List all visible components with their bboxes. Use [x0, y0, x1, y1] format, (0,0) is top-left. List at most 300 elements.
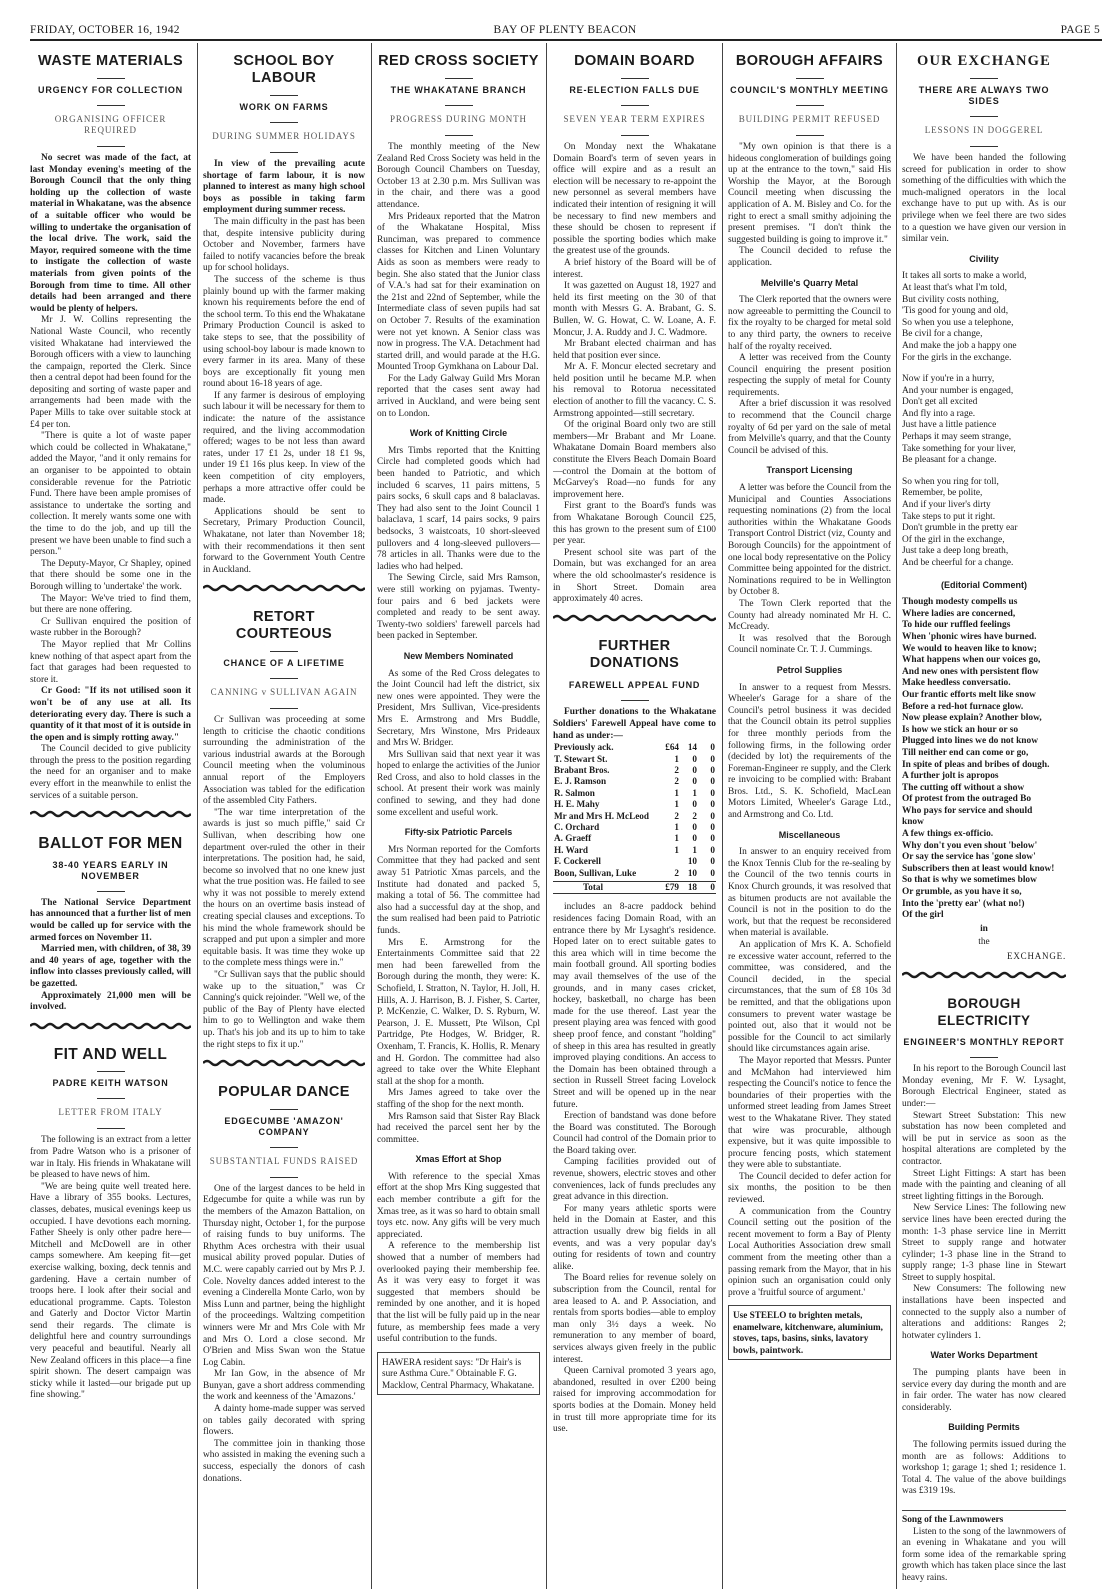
column-rule — [371, 43, 372, 1589]
poem-line: When 'phonic wires have burned. — [902, 631, 1037, 642]
donation-pounds: 1 — [674, 821, 679, 832]
domain-board-headline: DOMAIN BOARD — [574, 53, 695, 69]
donation-pounds: 1 — [674, 753, 679, 764]
borough-affairs-tagline: BUILDING PERMIT REFUSED — [738, 114, 881, 124]
fit-and-well-tagline: LETTER FROM ITALY — [58, 1107, 163, 1118]
domain-board-subhead: RE-ELECTION FALLS DUE — [569, 85, 700, 95]
article-paragraph: Mr J. W. Collins representing the National Waste Council, who recently visited Whakatane had interviewed the Borough officers with a view to launching the campaign, reported the Clerk. Since then a central depot had been found for the depositing and sorting of waste paper and arrangements had been made with the Paper Mills to take over suitable stock at £4 per ton. — [30, 315, 191, 430]
article-paragraph: First grant to the Board's funds was from Whakatane Borough Council £25, this has grown to the present sum of £100 per year. — [553, 501, 716, 547]
article-paragraph: The Council decided to refuse the application. — [728, 246, 891, 268]
poem-line: A further jolt is apropos — [902, 771, 999, 782]
article-quote: Cr Good: "If its not utilised soon it won't be of any use at all. Its deteriorating every day. There is such a quantity of it that most of it is outside in the open and is simply rotting away." — [30, 686, 191, 743]
separator — [445, 78, 473, 79]
article-paragraph: Mrs Prideaux reported that the Matron of the Whakatane Hospital, Miss Runciman, was prepared to commence classes for Kitchen and Linen Voluntary Aids as soon as members were ready to begin. She also stated that the Junior class of V.A.'s had sat for their examination on the 21st and 22nd of September, while the Intermediate class of seven pupils had sat on October 7. Results of the examination were not yet known. A Senior class was now in progress. The V.A. Detachment had started drill, and would parade at the H.G. Mounted Troop Gymkhana on Labour Dal. — [377, 211, 540, 373]
article-paragraph: After a brief discussion it was resolved to recommend that the Council charge royalty of 6d per yard on the sale of metal from Melville's quarry, and that the County Council be advised of this. — [728, 399, 891, 456]
masthead-title: BAY OF PLENTY BEACON — [493, 24, 637, 36]
donation-pence: 0 — [710, 810, 715, 821]
retort-courteous-tagline: CANNING v SULLIVAN AGAIN — [210, 686, 358, 697]
poem-line: And make the job a happy one — [902, 340, 1017, 351]
article-paragraph: A brief history of the Board will be of interest. — [553, 257, 716, 280]
article-paragraph: If any farmer is desirous of employing such labour it will be necessary for them to indicate: the nature of the assistance required, and the living accommodation offered; wages to be not less than award rates, under 17 £1 2s, under 18 £1 9s, under 19 £1 16s plus keep. In view of the keen competition of city employers, perhaps a more attractive offer could be made. — [203, 390, 365, 506]
poem-line: At least that's what I'm told, — [902, 282, 1007, 293]
donation-name: Boon, Sullivan, Luke — [554, 867, 637, 878]
ornamental-divider — [203, 584, 365, 592]
donation-row — [553, 754, 716, 765]
separator — [970, 78, 998, 79]
donation-row — [553, 811, 716, 822]
donation-pounds: 1 — [674, 799, 679, 810]
waste-materials-headline: WASTE MATERIALS — [37, 53, 184, 69]
poem-line: So when you use a telephone, — [902, 317, 1014, 328]
separator — [970, 1057, 998, 1058]
separator — [621, 135, 649, 136]
donation-pence: 0 — [710, 776, 715, 787]
poem-line: To hide our ruffled feelings — [902, 620, 1011, 631]
donation-pounds: 1 — [674, 833, 679, 844]
article-paragraph: Mr A. F. Moncur elected secretary and held position until he became M.P. when his removal to Rotorua necessitated election of another to fill the vacancy. C. S. Armstrong appointed—still secretary. — [553, 362, 716, 419]
separator — [970, 146, 998, 147]
donation-row — [553, 833, 716, 844]
domain-board-tagline: SEVEN YEAR TERM EXPIRES — [563, 114, 706, 124]
donation-pounds — [656, 856, 680, 867]
donations-total-label: Total — [583, 882, 604, 892]
donation-pounds: 2 — [674, 776, 679, 787]
poem-title: (Editorial Comment) — [940, 579, 1027, 590]
article-paragraph: includes an 8-acre paddock behind residences facing Domain Road, with an entrance there by Mr Lysaght's residence. Hoped later on to erect suitable gates to this area which will in time become the main football ground. All sporting bodies may avail themselves of the use of the grounds, and in many cases cricket, hockey, basketball, no charge has been made for the use thereof. Last year the present playing area was fenced with good sheep proof fence, and constant "holding" of sheep in this area has resulted in greatly improved playing conditions. An access to the Domain has been obtained through a section in Russell Street facing Lovelock Street and will be opened up in the near future. — [553, 902, 716, 1110]
article-paragraph: The following permits issued during the month are as follows: Additions to workshop 1; garage 1; shed 1; residence 1. Total 4. The value of the above buildings was £319 19s. — [902, 1440, 1066, 1497]
poem-line: Just have a little patience — [902, 420, 997, 431]
article-paragraph: In answer to an enquiry received from the Knox Tennis Club for the re-sealing by the Council of the two tennis courts in Knox Church grounds, it was resolved that as bitumen products are not available the Council is not in the position to do the work, but that the request be reconsidered when material is available. — [728, 847, 891, 939]
popular-dance-tagline: SUBSTANTIAL FUNDS RAISED — [209, 1155, 359, 1166]
article-paragraph: Married men, with children, of 38, 39 and 40 years of age, together with the inflow into classes previously called, will be gazetted. — [30, 944, 191, 989]
article-paragraph: The committee join in thanking those who assisted in making the evening such a success, especially the donors of cash donations. — [203, 1438, 365, 1484]
separator — [970, 116, 998, 117]
donation-pence: 0 — [710, 742, 715, 753]
column-rule — [197, 43, 198, 1589]
poem-line: Or say the service has 'gone slow' — [902, 852, 1036, 863]
waste-materials-subhead: URGENCY FOR COLLECTION — [38, 85, 183, 95]
donation-pence: 0 — [710, 764, 715, 775]
article-paragraph: The Town Clerk reported that the County had already nominated Mr H. C. McCready. — [728, 598, 891, 633]
separator — [270, 1177, 298, 1178]
column-rule — [722, 43, 723, 1589]
article-paragraph: New Consumers: The following new installations have been inspected and connected to the supply also a number of alterations and additions: Ranges 2; hotwater cylinders 1. — [902, 1284, 1066, 1341]
separator — [270, 678, 298, 679]
separator — [270, 651, 298, 652]
our-exchange-tagline: LESSONS IN DOGGEREL — [924, 125, 1044, 135]
poem-line: Remember, be polite, — [902, 488, 983, 499]
poem-line: What happens when our voices go, — [902, 655, 1041, 666]
donation-shillings: 1 — [692, 844, 697, 855]
poem-line: Though modesty compells us — [902, 597, 1018, 608]
article-paragraph: Mr Ian Gow, in the absence of Mr Bunyan, gave a short address commending the work and keenness of the 'Amazons.' — [203, 1369, 365, 1403]
poem-line: Into the 'pretty ear' (what no!) — [902, 898, 1025, 909]
separator — [796, 78, 824, 79]
poem-line: Be pleasant for a change. — [902, 455, 997, 466]
advertisement-text: Listen to the song of the lawnmowers of an evening in Whakatane and you will form some idea of the remarkable spring growth which has taken place since the last heavy rains. — [902, 1526, 1066, 1583]
poem-line: And if your liver's dirty — [902, 500, 991, 511]
article-paragraph: The Clerk reported that the owners were now agreeable to permitting the Council to fix the royalty to be charged for metal sold to any third party, the owners to receive half of the royalty received. — [728, 295, 891, 352]
donation-name: H. E. Mahy — [554, 799, 600, 810]
poem-line: We would to heaven like to know; — [902, 643, 1037, 654]
article-paragraph: An application of Mrs K. A. Schofield re excessive water account, referred to the committee, was considered, and the Council decided, in the special circumstances, that the sum of £8 10s 3d be remitted, and that the obligations upon consumers to prevent water wastage be pointed out, also that it would not be possible for the Council to act similarly should like circumstances again arise. — [728, 940, 891, 1055]
poem-line: in — [980, 923, 988, 934]
poem-line: Of the girl — [902, 910, 944, 921]
separator — [621, 78, 649, 79]
article-paragraph: "Cr Sullivan says that the public should wake up to the situation," was Cr Canning's quick rejoinder. "Well we, of the public of the Bay of Plenty have elected him to go to Wellington and wake them up. That's his job and its up to him to take the right steps to fix it up." — [203, 970, 365, 1050]
poem-line: Before a red-hot furnace glow. — [902, 701, 1024, 712]
article-paragraph: Approximately 21,000 men will be involved. — [30, 990, 191, 1013]
donation-shillings: 0 — [692, 764, 697, 775]
donation-shillings: 0 — [692, 833, 697, 844]
poem-line: Plugged into lines we do not know — [902, 736, 1038, 747]
article-paragraph: Further donations to the Whakatane Soldiers' Farewell Appeal have come to hand as under:— — [553, 707, 716, 741]
donation-shillings: 0 — [692, 776, 697, 787]
poem-line: And new ones with persistent flow — [902, 666, 1039, 677]
poem-line: So when you ring for toll, — [902, 476, 999, 487]
poem-line: the — [978, 937, 990, 948]
donation-pounds: 2 — [674, 764, 679, 775]
borough-affairs-headline: BOROUGH AFFAIRS — [735, 53, 884, 69]
column-6 — [902, 47, 1066, 1589]
donation-pounds: £64 — [665, 742, 679, 753]
donation-pounds: 2 — [674, 810, 679, 821]
article-paragraph: In his report to the Borough Council last Monday evening, Mr F. W. Lysaght, Borough Electrical Engineer, stated as under:— — [902, 1064, 1066, 1109]
donation-row — [553, 765, 716, 776]
masthead-date: FRIDAY, OCTOBER 16, 1942 — [30, 24, 180, 36]
donation-row — [553, 788, 716, 799]
poem-line: Till neither end can come or go, — [902, 747, 1029, 758]
poem-line: But civility costs nothing, — [902, 294, 999, 305]
article-paragraph: Camping facilities provided out of revenue, showers, electric stoves and other conveniences, lack of funds precludes any great advance in this direction. — [553, 1157, 716, 1203]
donation-row — [553, 822, 716, 833]
donation-name: A. Graeff — [554, 833, 592, 844]
ballot-headline: BALLOT FOR MEN — [38, 834, 183, 852]
article-paragraph: On Monday next the Whakatane Domain Board's term of seven years in office will expire and as a result an election will be necessary to re-appoint the new personnel as several members have indicated their intention of resigning it will be necessary to find new members and these should be chosen to represent if possible the sporting bodies which make the greatest use of the grounds. — [553, 142, 716, 257]
separator — [97, 1128, 125, 1129]
separator — [97, 891, 125, 892]
poem-line: And fly into a rage. — [902, 408, 976, 419]
article-paragraph: Mrs Timbs reported that the Knitting Circle had completed goods which had been handed to Patriotic, and which included 6 scarves, 11 pairs mittens, 5 pairs socks, 6 skull caps and 8 balaclavas. They had also sent to the Joint Council 1 balaclava, 1 scarf, 14 pairs socks, 9 pairs bedsocks, 3 waistcoats, 10 short-sleeved pullovers and 4 long-sleeved pullovers—78 articles in all. Thanks were due to the ladies who had helped. — [377, 445, 540, 572]
poem-line: For the girls in the exchange. — [902, 352, 1012, 363]
article-paragraph: A reference to the membership list showed that a number of members had overlooked paying their membership fee. As it was very easy to forget it was suggested that members should be reminded by one another, and it is hoped that the list will be fully paid up in the near future, as membership fees made a very useful contribution to the funds. — [377, 1241, 540, 1345]
donation-name: Brabant Bros. — [554, 764, 610, 775]
column-5 — [728, 47, 891, 1589]
article-paragraph: "My own opinion is that there is a hideous conglomeration of buildings going up at the entrance to the town," said His Worship the Mayor, at the Borough Council meeting when discussing the application of A. M. Bisley and Co. for the right to erect a small smithy adjoining the present premises. "I don't think the suggested building is going to improve it." — [728, 142, 891, 245]
donation-shillings: 14 — [687, 742, 697, 753]
advertisement: Use STEELO to brighten metals, enamelware, kitchenware, aluminium, stoves, taps, basins, sinks, lavatory bowls, paintwork. — [728, 1305, 891, 1360]
ornamental-divider — [902, 971, 1066, 979]
article-paragraph: The Board relies for revenue solely on subscription from the Council, rental for area leased to A. and P. Association, and rentals from sports bodies—able to employ man only 3½ days a week. No remuneration to any member of board, services always given freely in the public interest. — [553, 1273, 716, 1365]
article-paragraph: Stewart Street Substation: This new substation has now been completed and will be put in service as soon as the hospital alterations are completed by the contractor. — [902, 1110, 1066, 1167]
article-paragraph: Applications should be sent to Secretary, Primary Production Council, Whakatane, not later than November 18; with their recommendations it then sent forward to the Government Youth Centre in Auckland. — [203, 506, 365, 575]
column-4 — [553, 47, 716, 1589]
ornamental-divider — [30, 1022, 191, 1030]
our-exchange-headline: OUR EXCHANGE — [916, 53, 1052, 69]
donation-shillings: 0 — [692, 799, 697, 810]
masthead-page-number: PAGE 5 — [1060, 24, 1100, 36]
donation-name: T. Stewart St. — [554, 753, 608, 764]
poem-line: know — [902, 817, 924, 828]
section-subheading: Fifty-six Patriotic Parcels — [404, 827, 513, 838]
column-3 — [377, 47, 540, 1589]
article-paragraph: We have been handed the following screed for publication in order to show something of the difficulties with which the much-maligned operators in the local exchange have to put up with. As is our privilege when we feel there are two sides to a question we have given our version in similar vein. — [902, 153, 1066, 245]
poem-line: Don't get all excited — [902, 397, 978, 408]
donation-shillings: 2 — [692, 810, 697, 821]
poem-line: Perhaps it may seem strange, — [902, 432, 1012, 443]
article-paragraph: A communication from the Country Council setting out the position of the recent movement to form a Bay of Plenty Local Authorities Association drew small comment from the meeting other than a passing remark from the Mayor, that in his opinion such an organisation could only prove a 'fruitful source of argument.' — [728, 1206, 891, 1298]
popular-dance-headline: POPULAR DANCE — [218, 1083, 350, 1100]
ballot-subhead: 38-40 YEARS EARLY IN NOVEMBER — [52, 859, 169, 881]
donation-name: H. Ward — [554, 844, 589, 855]
red-cross-tagline: PROGRESS DURING MONTH — [390, 114, 527, 124]
poem-line: Who pays for service and should — [902, 805, 1033, 816]
article-paragraph: A letter was received from the County Council enquiring the present position respecting the supply of metal for County requirements. — [728, 353, 891, 398]
poem-line: Don't grumble in the pretty ear — [902, 523, 1018, 534]
donation-name: E. J. Ramson — [554, 776, 607, 787]
article-paragraph: It was resolved that the Borough Council nominate Cr. T. J. Cummings. — [728, 633, 891, 656]
advertisement — [902, 1510, 1066, 1585]
donation-pence: 0 — [710, 856, 715, 867]
section-subheading: Transport Licensing — [766, 465, 853, 476]
article-paragraph: Cr Sullivan enquired the position of waste rubber in the Borough? — [30, 616, 191, 639]
article-paragraph: The main difficulty in the past has been that, despite intensive publicity during October and November, farmers have failed to notify vacancies before the break up for school holidays. — [203, 216, 365, 274]
red-cross-headline: RED CROSS SOCIETY — [378, 53, 539, 69]
school-boy-labour-subhead: WORK ON FARMS — [239, 102, 329, 112]
poem-title: Civility — [969, 253, 999, 264]
section-subheading: Miscellaneous — [778, 829, 841, 840]
separator — [270, 95, 298, 96]
donations-total-shillings: 18 — [687, 882, 697, 892]
fit-and-well-headline: FIT AND WELL — [53, 1046, 168, 1064]
donation-pence: 0 — [710, 787, 715, 798]
article-paragraph: Mrs Norman reported for the Comforts Committee that they had packed and sent away 51 Patriotic Xmas parcels, and the Institute had donated and packed 5, making a total of 56. The committee had also had a successful day at the shop, and the sum realised had been paid to Patriotic funds. — [377, 844, 540, 936]
poem-line: Just take a deep long breath, — [902, 546, 1009, 557]
donations-table — [553, 742, 716, 879]
article-paragraph: Cr Sullivan was proceeding at some length to criticise the chaotic conditions surrounding the administration of the various industrial awards at the Borough Council meeting when the voluminous annual report of the Employers Association was tabled for the edification of the assembled City Fathers. — [203, 714, 365, 807]
poem-line: Of protest from the outraged Bo — [902, 794, 1032, 805]
article-paragraph: With reference to the special Xmas effort at the shop Mrs King suggested that each member contribute a gift for the Xmas tree, as it was so hard to obtain small toys etc. now. Any gifts will be very much appreciated. — [377, 1171, 540, 1240]
donation-pence: 0 — [710, 844, 715, 855]
school-boy-labour-tagline: DURING SUMMER HOLIDAYS — [212, 131, 356, 141]
article-paragraph: In view of the prevailing acute shortage of farm labour, it is now planned to interest as many high school boys as possible in taking farm employment during summer recess. — [203, 159, 365, 216]
donation-row — [553, 845, 716, 856]
donation-name: F. Cockerell — [554, 856, 601, 867]
article-paragraph: The Council decided to give publicity through the press to the position regarding the need for an organiser and to make every effort in the meanwhile to enlist the services of a suitable person. — [30, 744, 191, 801]
article-paragraph: The Sewing Circle, said Mrs Ramson, were still working on pyjamas. Twenty-four pairs and 6 bed jackets were completed and ready to be sent away. Twenty-two soldiers' farewell parcels had been packed in September. — [377, 573, 540, 642]
poem-line: And your number is engaged, — [902, 385, 1014, 396]
poem-line: Where ladies are concerned, — [902, 608, 1016, 619]
separator — [445, 105, 473, 106]
article-paragraph: Of the original Board only two are still members—Mr Brabant and Mr Loane. Whakatane Domain Board members also constitute the Elvers Beach Domain Board—control the Domain at the bottom of McGarvey's Road—no funds for any improvement here. — [553, 420, 716, 500]
poem-line: Is how we stick an hour or so — [902, 724, 1019, 735]
separator — [97, 105, 125, 106]
advertisement: HAWERA resident says: "Dr Hair's is sure Asthma Cure." Obtainable F. G. Macklow, Central Pharmacy, Whakatane. — [377, 1352, 540, 1395]
donation-pounds: 2 — [674, 867, 679, 878]
civility-poem — [902, 271, 1066, 569]
advertisement-title: Song of the Lawnmowers — [902, 1514, 1004, 1525]
poem-line: Our frantic efforts melt like snow — [902, 689, 1036, 700]
donation-shillings: 10 — [687, 856, 697, 867]
article-paragraph: Mrs Ramson said that Sister Ray Black had received the parcel sent her by the committee. — [377, 1111, 540, 1145]
poem-stanza — [902, 374, 1066, 467]
donation-shillings: 1 — [692, 787, 697, 798]
donation-pence: 0 — [710, 753, 715, 764]
poem-line: It takes all sorts to make a world, — [902, 271, 1027, 282]
article-paragraph: The Council decided to defer action for six months, the position to be then reviewed. — [728, 1171, 891, 1206]
article-paragraph: Mr Brabant elected chairman and has held that position ever since. — [553, 339, 716, 361]
further-donations-headline: FURTHER DONATIONS — [589, 638, 680, 672]
article-paragraph: For many years athletic sports were held in the Domain at Easter, and this attraction usually drew big fields in all events, and was a very popular day's outing for residents of town and country alike. — [553, 1203, 716, 1272]
article-paragraph: Street Light Fittings: A start has been made with the painting and cleaning of all street lighting fittings in the Borough. — [902, 1168, 1066, 1202]
donation-pence: 0 — [710, 867, 715, 878]
poem-line: Now if you're in a hurry, — [902, 374, 995, 385]
borough-electricity-headline: BOROUGH ELECTRICITY — [937, 996, 1031, 1029]
article-paragraph: The Mayor replied that Mr Collins knew nothing of that aspect apart from the fact that garages had been requested to store it. — [30, 639, 191, 685]
article-paragraph: Present school site was part of the Domain, but was exchanged for an area where the old schoolmaster's residence is in Short Street. Domain area approximately 40 acres. — [553, 547, 716, 605]
article-paragraph: As some of the Red Cross delegates to the Joint Council had left the district, six new ones were appointed. They were the President, Mrs Sullivan, Vice-presidents Mrs E. Armstrong and Mrs Buddle, Secretary, Mrs Winstone, Mrs Prideaux and Mrs W. Bridger. — [377, 668, 540, 749]
school-boy-labour-headline: SCHOOL BOY LABOUR — [233, 53, 335, 86]
poem-line: Why don't you even shout 'below' — [902, 840, 1038, 851]
article-paragraph: It was gazetted on August 18, 1927 and held its first meeting on the 30 of that month with Messrs G. A. Brabant, G. S. Bullen, W. G. Howat, C. W. Loane, A. F. Moncur, J. A. Ruddy and J. C. Wadmore. — [553, 281, 716, 338]
article-paragraph: Erection of bandstand was done before the Board was constituted. The Borough Council had control of the Domain prior to the Board taking over. — [553, 1111, 716, 1156]
donations-total-row — [553, 881, 716, 894]
poem-line: And be cheerful for a change. — [902, 558, 1014, 568]
donation-pounds: 1 — [674, 787, 679, 798]
borough-electricity-subhead: ENGINEER'S MONTHLY REPORT — [903, 1037, 1065, 1048]
poem-line: Make heedless conversatio. — [902, 678, 1011, 689]
further-donations-subhead: FAREWELL APPEAL FUND — [568, 680, 701, 691]
article-paragraph: No secret was made of the fact, at last Monday evening's meeting of the Borough Council that the only thing holding up the collection of waste material in Whakatane, was the absence of a suitable officer who would be willing to undertake the organisation of the local drive. The work, said the Mayor, required someone with the time to instigate the collection of waste materials from given points of the Borough from time to time. All other details had been arranged and there would be plenty of helpers. — [30, 153, 191, 314]
article-paragraph: The monthly meeting of the New Zealand Red Cross Society was held in the Borough Council Chambers on Tuesday, October 13 at 2.30 p.m. Mrs Sullivan was in the chair, and there was a good attendance. — [377, 142, 540, 210]
column-rule — [896, 43, 897, 1589]
article-paragraph: The success of the scheme is thus plainly bound up with the farmer making known his requirements before the end of the school term. To this end the Whakatane Primary Production Council is asked to take steps to see, that the possibility of using school-boy labour is made known to every farmer in its area. Many of these boys are exceptionally fit young men round about 16-18 years of age. — [203, 274, 365, 390]
column-1 — [30, 47, 191, 1589]
donation-name: C. Orchard — [554, 821, 600, 832]
separator — [97, 78, 125, 79]
article-paragraph: The following is an extract from a letter from Padre Watson who is a prisoner of war in Italy. His friends in Whakatane will be pleased to have news of him. — [30, 1135, 191, 1181]
donation-row — [553, 776, 716, 787]
masthead-rule — [30, 39, 1102, 41]
article-paragraph: "There is quite a lot of waste paper which could be collected in Whakatane," added the Mayor, "and it only remains for an organiser to be appointed to obtain considerable revenue for the Patriotic Fund. There have been ample promises of assistance to undertake the sorting and collection. It merely wants some one with the time to do the job, and up till the present we have been unable to find such a person." — [30, 431, 191, 558]
separator — [270, 1109, 298, 1110]
ornamental-divider — [30, 810, 191, 818]
donation-name: R. Salmon — [554, 787, 595, 798]
column-2 — [203, 47, 365, 1589]
separator — [796, 135, 824, 136]
article-paragraph: A letter was before the Council from the Municipal and Counties Associations requesting nominations (2) from the local authorities within the Whakatane Goods Transport Control District (viz, County and Borough Councils) for the appointment of one local body representative on the Policy Committee being appointed for the district. Nominations required to be in Wellington by October 8. — [728, 483, 891, 598]
popular-dance-subhead: EDGECUMBE 'AMAZON' COMPANY — [224, 1115, 344, 1137]
fit-and-well-subhead: PADRE KEITH WATSON — [52, 1078, 169, 1089]
retort-courteous-subhead: CHANCE OF A LIFETIME — [223, 657, 345, 668]
separator — [97, 1098, 125, 1099]
poem-stanza — [902, 477, 1066, 570]
section-subheading: Melville's Quarry Metal — [760, 277, 859, 288]
poem-signature: EXCHANGE. — [1007, 951, 1066, 961]
poem-line: Be civil for a change, — [902, 329, 983, 340]
editorial-poem — [902, 597, 1066, 922]
section-subheading: Xmas Effort at Shop — [415, 1154, 502, 1165]
separator — [621, 700, 649, 701]
separator — [445, 135, 473, 136]
article-paragraph: Mrs E. Armstrong for the Entertainments Committee said that 22 men had been farewelled from the Borough during the month, they were: K. Schofield, I. Stratton, N. Taylor, H. Joll, H. Hills, A. J. Harrison, B. J. Fisher, S. Carter, P. McKenzie, C. Walker, D. S. Ryburn, W. Pearson, J. E. Mussett, Pte Wilson, Cpl Partridge, Pte Hodges, W. Bridger, R. Oxenham, T. Francis, K. Hollis, R. Menary and H. Gordon. The committee had also agreed to take over the White Elephant stall at the shop for a month. — [377, 937, 540, 1087]
article-paragraph: "We are being quite well treated here. Have a library of 355 books. Lectures, classes, debates, musical evenings keep us occupied. I have devotions each morning. Father Sheely is only other padre here—Mitchell and McDowell are in other camps somewhere. Am keeping fit—get exercise walking, boxing, deck tennis and gardening. Have a certain number of troops here. I look after their social and educational programme. Capts. Toleston and Gaterly and Doctor Victor Martin send their regards. The climate is delightful here and country surroundings very peaceful and beautiful. Nearly all New Zealand officers in this place—a fine spirit shown. The desert campaign was sticky while it lasted—our brigade put up fine showing." — [30, 1181, 191, 1401]
separator — [621, 105, 649, 106]
poem-line: So that is why we sometimes blow — [902, 875, 1037, 886]
poem-line: In spite of pleas and bribes of dough. — [902, 759, 1050, 770]
red-cross-subhead: THE WHAKATANE BRANCH — [390, 85, 527, 95]
separator — [270, 708, 298, 709]
donation-pounds: 1 — [674, 844, 679, 855]
section-subheading: Petrol Supplies — [776, 664, 843, 675]
section-subheading: Water Works Department — [930, 1350, 1038, 1361]
poem-line: A few things ex-officio. — [902, 829, 994, 840]
article-paragraph: Mrs James agreed to take over the staffing of the shop for the next month. — [377, 1088, 540, 1110]
borough-affairs-subhead: COUNCIL'S MONTHLY MEETING — [730, 85, 889, 95]
donation-row — [553, 856, 716, 867]
column-rule — [546, 43, 547, 1589]
donation-pence: 0 — [710, 833, 715, 844]
poem-line: Take steps to put it right. — [902, 511, 996, 522]
ornamental-divider — [553, 614, 716, 622]
retort-courteous-headline: RETORT COURTEOUS — [235, 608, 333, 642]
article-paragraph: The pumping plants have been in service every day during the month and are in fair order. The water has now cleared considerably. — [902, 1368, 1066, 1413]
separator — [796, 105, 824, 106]
ornamental-divider — [203, 1059, 365, 1067]
separator — [97, 146, 125, 147]
section-subheading: Building Permits — [948, 1422, 1020, 1433]
article-paragraph: New Service Lines: The following new service lines have been erected during the month: 1-3 phase service line in Merritt Street to supply range and hotwater cylinder; 1-3 phase line in the Strand to supply range; 1-3 phase line in Stewart Street to supply hospital. — [902, 1203, 1066, 1283]
article-paragraph: The Mayor: We've tried to find them, but there are none offering. — [30, 593, 191, 616]
masthead — [30, 20, 1100, 40]
article-paragraph: Mrs Sullivan said that next year it was hoped to enlarge the activities of the Junior Red Cross, and also to hold classes in the school. At present their work was mainly confined to sewing, and they had done some excellent and useful work. — [377, 749, 540, 818]
poem-stanza — [902, 271, 1066, 364]
donation-shillings: 0 — [692, 753, 697, 764]
article-paragraph: Queen Carnival promoted 3 years ago, abandoned, resulted in over £200 being raised for improving accommodation for sports bodies at the Domain. Money held in trust till more appropriate time for its use. — [553, 1366, 716, 1435]
poem-line: Or grumble, as you have it so, — [902, 887, 1022, 898]
donations-total-pounds: £79 — [665, 882, 679, 892]
donation-pence: 0 — [710, 821, 715, 832]
section-subheading: New Members Nominated — [403, 650, 514, 661]
donation-row — [553, 742, 716, 753]
poem-line: Subscribers then at least would know! — [902, 863, 1055, 874]
poem-line: The cutting off without a show — [902, 782, 1025, 793]
article-paragraph: In answer to a request from Messrs. Wheeler's Garage for a share of the Council's petrol business it was decided that the Council obtain its petrol supplies for three monthly periods from the following firms, in the following order (decided by lot) the requirements of the Foreman-Engineer re supply, and the Clerk re invoicing to be complied with: Brabant Bros. Ltd., S. K. Schofield, MacLean Motors Limited, Wheeler's Garage Ltd., and Armstrong and Co. Ltd. — [728, 682, 891, 821]
donation-name: Mr and Mrs H. McLeod — [554, 810, 650, 821]
poem-line: Take something for your liver, — [902, 443, 1016, 454]
waste-materials-tagline: ORGANISING OFFICER REQUIRED — [54, 114, 167, 135]
separator — [97, 1071, 125, 1072]
donation-pence: 0 — [710, 799, 715, 810]
separator — [270, 122, 298, 123]
article-paragraph: "The war time interpretation of the awards is just so much piffle," said Cr Sullivan, when describing how one department over-ruled the other in their interpretations. The position had, he said, become so involved that no one knew just what the true position was. He failed to see why it was not possible to merely extend the hours on an overtime basis instead of creating special clauses and exceptions. To his mind the whole framework should be scrapped and put upon a simpler and more equitable basis. It was time they woke up to the complete mess things were in." — [203, 807, 365, 969]
donation-name: Previously ack. — [554, 742, 614, 753]
separator — [270, 1147, 298, 1148]
donation-row — [553, 868, 716, 879]
donation-shillings: 10 — [687, 867, 697, 878]
our-exchange-subhead: THERE ARE ALWAYS TWO SIDES — [918, 85, 1050, 106]
donations-total-pence: 0 — [710, 882, 715, 892]
article-paragraph: The National Service Department has announced that a further list of men would be called up for service with the armed forces on November 11. — [30, 897, 191, 943]
poem-line: Of the girl in the exchange, — [902, 534, 1005, 545]
poem-line: Now please explain? Another blow, — [902, 713, 1042, 724]
article-paragraph: The Deputy-Mayor, Cr Shapley, opined that there should be some one in the Borough willing to 'undertake' the work. — [30, 558, 191, 592]
article-paragraph: One of the largest dances to be held in Edgecumbe for quite a while was run by the members of the Amazon Battalion, on Thursday night, October 1, for the purpose of raising funds to buy uniforms. The Rhythm Aces orchestra with their usual musical ability proved popular. Duties of M.C. were capably carried out by Mrs P. J. Cole. Novelty dances added interest to the evening a Cinderella Monte Carlo, won by Miss Lunn and partner, being the highlight of the proceedings. Waltzing competition winners were Mr and Mrs Cole with Mr and Mrs O. Lord a close second. Mr O'Brien and Miss Swan won the Statue Log Cabin. — [203, 1183, 365, 1368]
article-paragraph: A dainty home-made supper was served on tables gaily decorated with spring flowers. — [203, 1404, 365, 1438]
section-subheading: Work of Knitting Circle — [409, 428, 508, 439]
article-paragraph: The Mayor reported that Messrs. Punter and McMahon had interviewed him respecting the Council's notice to fence the boundaries of their properties with the unformed street leading from James Street west to the Whakatane River. They stated that wire was procurable, although expensive, but it was quite impossible to procure fencing posts, which statement they were able to substantiate. — [728, 1055, 891, 1171]
donation-shillings: 0 — [692, 821, 697, 832]
